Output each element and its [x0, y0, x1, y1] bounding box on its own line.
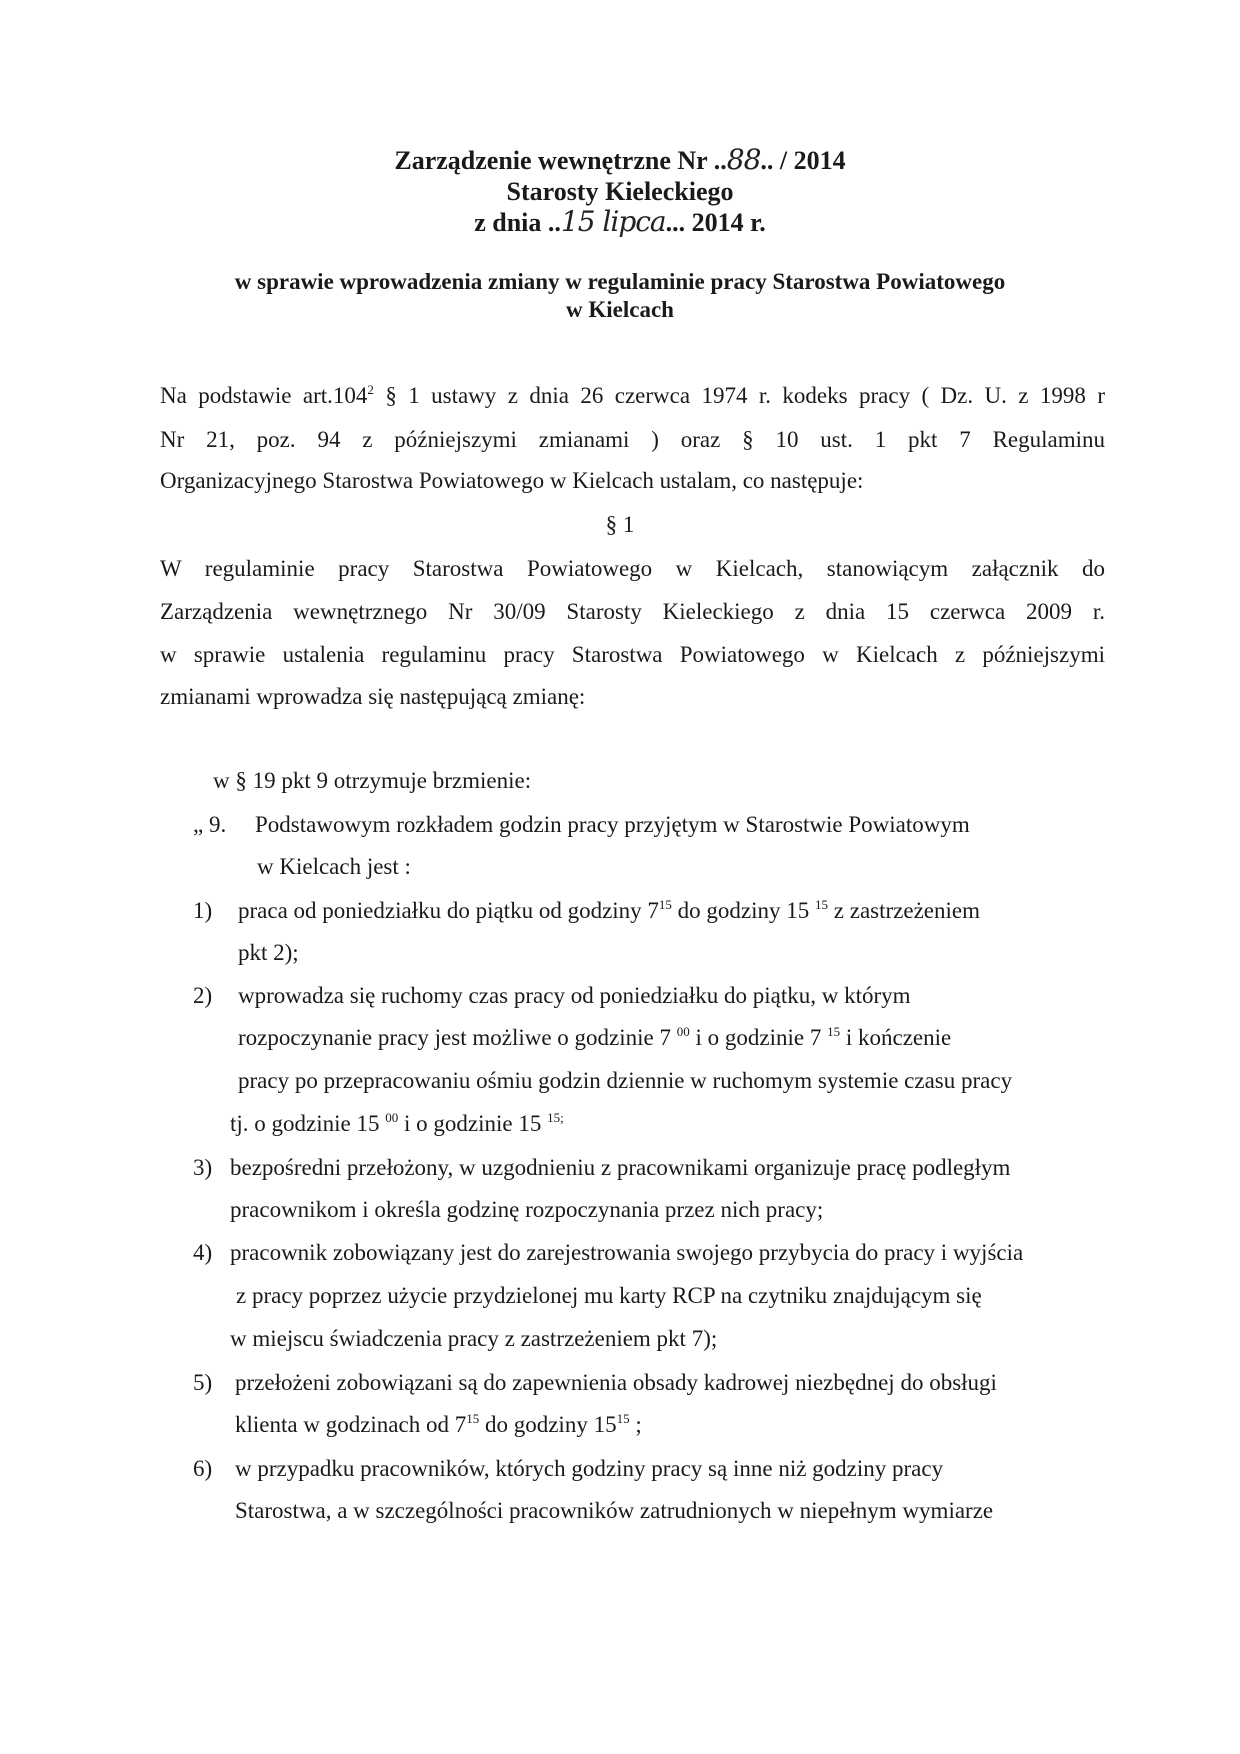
item2-line1: wprowadza się ruchomy czas pracy od poniedziałku do piątku, w którym: [238, 983, 911, 1008]
item6-line2: Starostwa, a w szczególności pracowników zatrudnionych w niepełnym wymiarze: [235, 1498, 994, 1523]
title-suffix: .. / 2014: [760, 146, 846, 175]
handwritten-number: 88: [726, 143, 761, 176]
subject-line1: w sprawie wprowadzenia zmiany w regulaminie pracy Starostwa Powiatowego: [234, 269, 1006, 294]
item2-line4: tj. o godzinie 15 $^{00}$ i o godzinie 15 $^{15;}$: [230, 1110, 564, 1136]
item2-number: 2): [193, 983, 213, 1008]
item5-line1: przełożeni zobowiązani są do zapewnienia obsady kadrowej niezbędnej do obsługi: [235, 1370, 997, 1395]
item3-line2: pracownikom i określa godzinę rozpoczynania przez nich pracy;: [230, 1197, 824, 1222]
item5-number: 5): [193, 1370, 213, 1395]
item4-number: 4): [193, 1240, 213, 1265]
preamble-line2: Nr 21, poz. 94 z późniejszymi zmianami ) oraz § 10 ust. 1 pkt 7 Regulaminu: [160, 427, 1105, 452]
item1-line1: praca od poniedziałku do piątku od godziny $7^{15}$ do godziny 15 $^{15}$ z zastrzeżeniem: [238, 897, 980, 923]
point9-line1: Podstawowym rozkładem godzin pracy przyjętym w Starostwie Powiatowym: [255, 812, 970, 837]
section1-line4: zmianami wprowadza się następującą zmianę:: [160, 684, 586, 709]
section1-line2: Zarządzenia wewnętrznego Nr 30/09 Starosty Kieleckiego z dnia 15 czerwca 2009 r.: [160, 599, 1105, 624]
item4-line1: pracownik zobowiązany jest do zarejestrowania swojego przybycia do pracy i wyjścia: [230, 1240, 1024, 1265]
item4-line2: z pracy poprzez użycie przydzielonej mu karty RCP na czytniku znajdującym się: [236, 1283, 982, 1308]
section1-line3: w sprawie ustalenia regulaminu pracy Starostwa Powiatowego w Kielcach z późniejszymi: [160, 642, 1105, 667]
item2-line3: pracy po przepracowaniu ośmiu godzin dziennie w ruchomym systemie czasu pracy: [238, 1068, 1013, 1093]
date-prefix: z dnia ..: [474, 208, 561, 237]
subject-line2: w Kielcach: [566, 297, 674, 322]
item1-number: 1): [193, 898, 213, 923]
document-title-line2: Starosty Kieleckiego: [506, 177, 734, 206]
item4-line3: w miejscu świadczenia pracy z zastrzeżeniem pkt 7);: [230, 1326, 718, 1351]
section-sign: § 1: [605, 512, 635, 537]
date-suffix: ... 2014 r.: [665, 208, 766, 237]
amendment-intro: w § 19 pkt 9 otrzymuje brzmienie:: [213, 768, 532, 793]
preamble-line1: Na podstawie art.104$^2$ § 1 ustawy z dnia 26 czerwca 1974 r. kodeks pracy ( Dz. U. z 1998 r: [160, 382, 1105, 408]
document-title-line1: [0, 145, 1240, 176]
item2-line2: rozpoczynanie pracy jest możliwe o godzinie 7 $^{00}$ i o godzinie 7 $^{15}$ i kończenie: [238, 1024, 952, 1050]
item1-line2: pkt 2);: [238, 940, 299, 965]
section1-line1: W regulaminie pracy Starostwa Powiatowego w Kielcach, stanowiącym załącznik do: [160, 556, 1105, 581]
point9-label: „ 9.: [193, 812, 227, 837]
preamble-line3: Organizacyjnego Starostwa Powiatowego w Kielcach ustalam, co następuje:: [160, 468, 864, 493]
document-date-line: [0, 207, 1240, 238]
item3-line1: bezpośredni przełożony, w uzgodnieniu z pracownikami organizuje pracę podległym: [230, 1155, 1011, 1180]
item6-number: 6): [193, 1456, 213, 1481]
item6-line1: w przypadku pracowników, których godziny pracy są inne niż godziny pracy: [235, 1456, 944, 1481]
item3-number: 3): [193, 1155, 213, 1180]
item5-line2: klienta w godzinach od $7^{15}$ do godziny $15^{15}$ ;: [235, 1411, 642, 1437]
title-prefix: Zarządzenie wewnętrzne Nr ..: [394, 146, 727, 175]
point9-line2: w Kielcach jest :: [257, 854, 411, 879]
handwritten-date: 15 lipca: [560, 205, 666, 238]
